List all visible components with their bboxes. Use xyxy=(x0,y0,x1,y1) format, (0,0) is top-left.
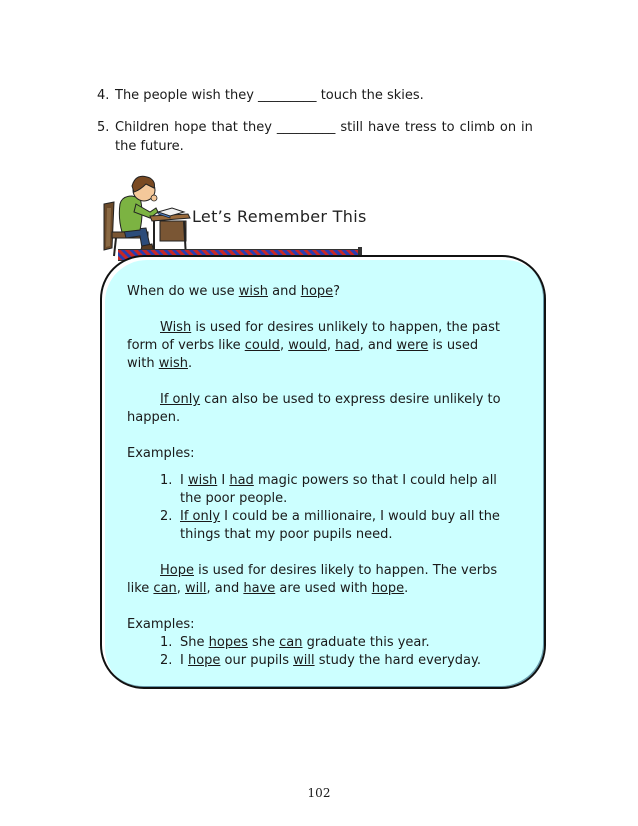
section-title: Let’s Remember This xyxy=(192,207,367,226)
lesson-content xyxy=(127,283,527,670)
item-text-line-2: the future. xyxy=(115,139,184,154)
exercise-item-5 xyxy=(97,118,533,156)
item-number: 5. xyxy=(97,120,110,135)
item-text-line-1: Children hope that they _________ still have tress to climb on in xyxy=(115,120,533,135)
wish-paragraph: Wish is used for desires unlikely to happen, the past form of verbs like could, would, had, and were is used with wish. xyxy=(127,320,501,371)
examples-label: Examples: xyxy=(127,446,195,461)
item-text: The people wish they _________ touch the skies. xyxy=(115,88,424,103)
example-item: 1. I wish I had magic powers so that I could help all the poor people. xyxy=(160,473,497,506)
example-item: 1. She hopes she can graduate this year. xyxy=(160,635,430,650)
examples-label: Examples: xyxy=(127,617,195,632)
item-number: 4. xyxy=(97,88,110,103)
lesson-question: When do we use wish and hope? xyxy=(127,284,341,299)
hope-paragraph: Hope is used for desires likely to happen. The verbs like can, will, and have are used with hope. xyxy=(127,563,498,596)
if-only-paragraph: If only can also be used to express desire unlikely to happen. xyxy=(127,392,501,425)
example-item: 2. I hope our pupils will study the hard everyday. xyxy=(160,653,481,668)
exercise-item-4 xyxy=(97,86,533,105)
example-item: 2. If only I could be a millionaire, I would buy all the things that my poor pupils need. xyxy=(160,509,500,542)
page-number: 102 xyxy=(307,786,331,800)
